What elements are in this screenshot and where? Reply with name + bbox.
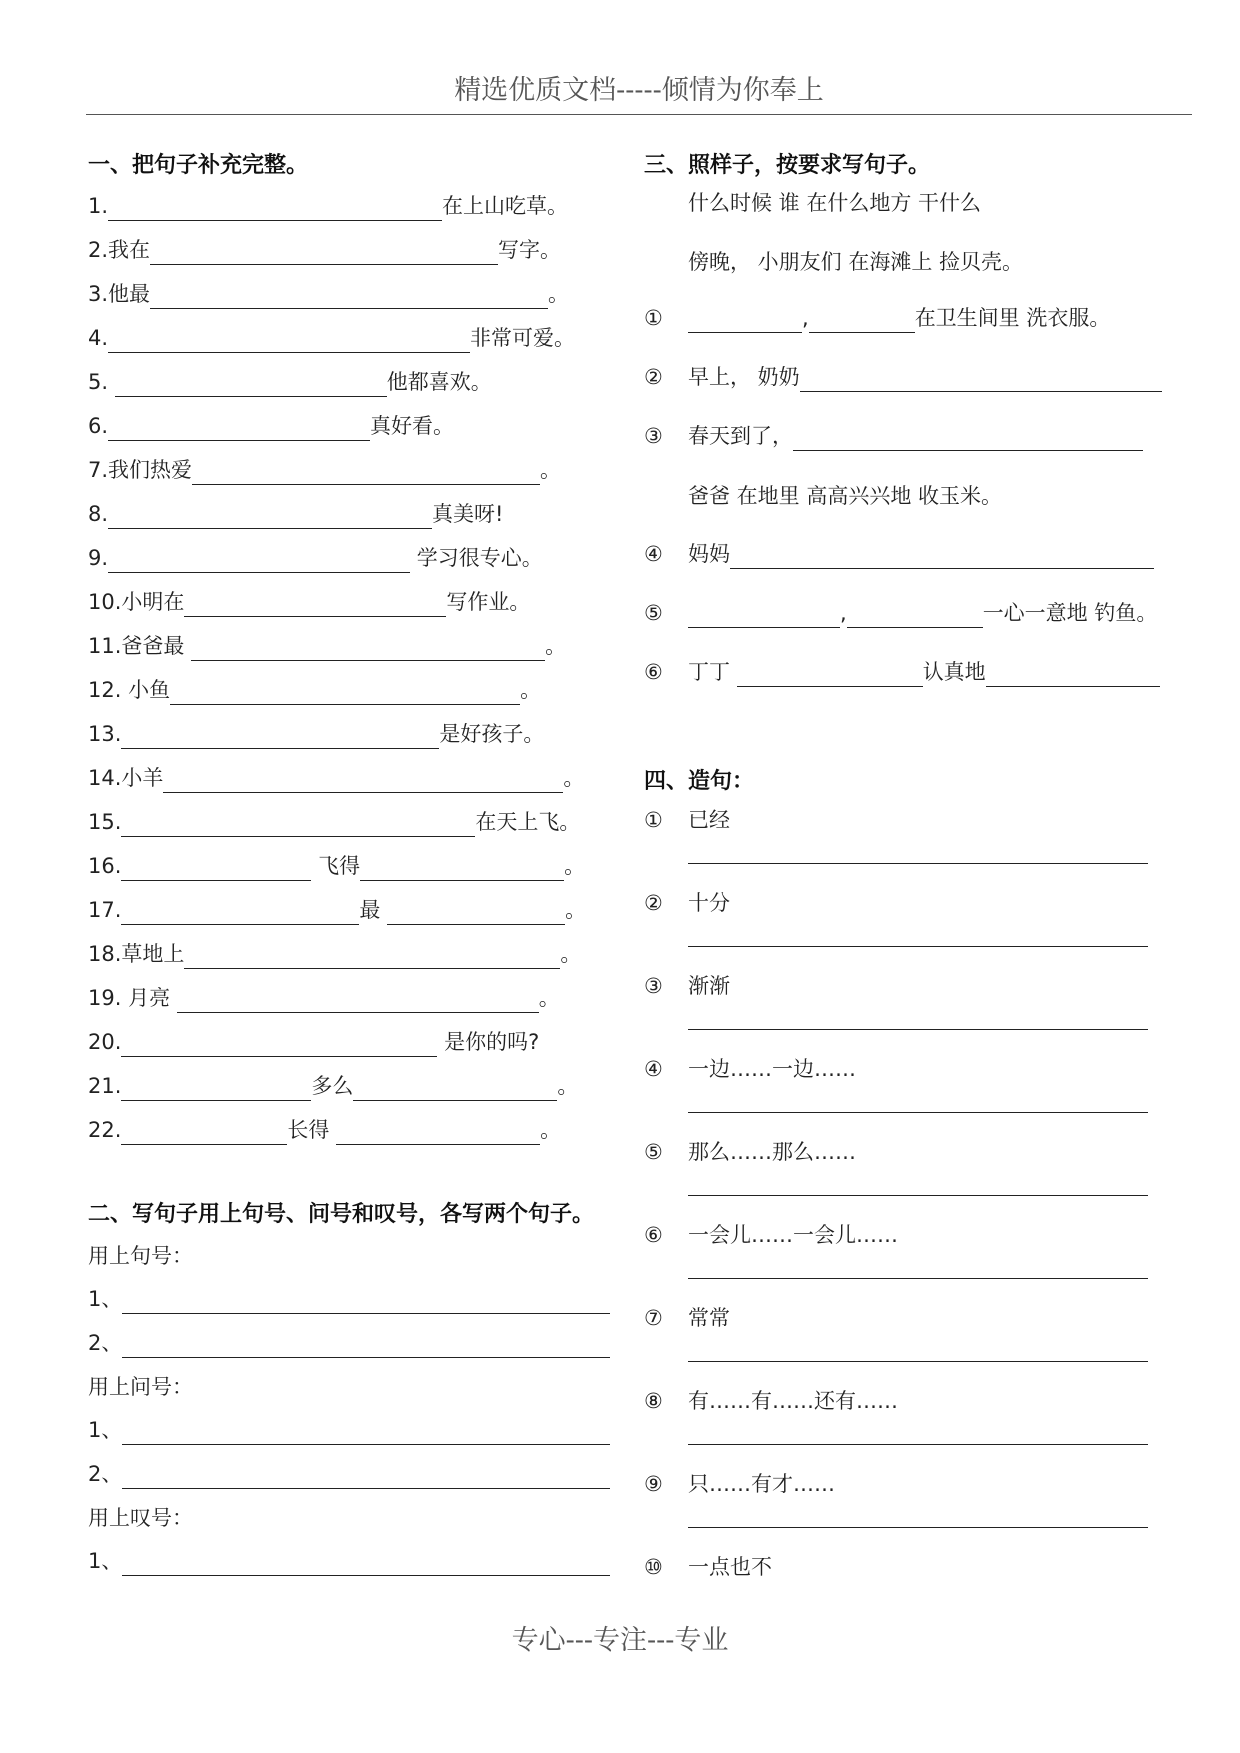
target-word: 十分 [688, 891, 730, 915]
answer-line[interactable] [688, 1360, 1148, 1362]
s2-line: 2、 [88, 1459, 610, 1489]
blank-field[interactable] [688, 308, 802, 333]
blank-field[interactable] [108, 328, 470, 353]
blank-field[interactable] [121, 812, 475, 837]
section3-heading: 三、照样子，按要求写句子。 [644, 153, 931, 178]
section2-heading: 二、写句子用上句号、问号和叹号，各写两个句子。 [88, 1202, 595, 1227]
blank-field[interactable] [122, 1420, 610, 1445]
example-header: 什么时候 谁 在什么地方 干什么 [688, 191, 982, 215]
example-sentence: 傍晚， 小朋友们 在海滩上 捡贝壳。 [688, 250, 1024, 274]
blank-field[interactable] [353, 1076, 557, 1101]
s2-line: 1、 [88, 1284, 610, 1314]
target-word: 一边……一边…… [688, 1057, 856, 1081]
answer-line[interactable] [688, 1526, 1148, 1528]
s1-item-14: 14.小羊 。 [88, 763, 584, 793]
s1-item-10: 10.小明在 写作业。 [88, 587, 530, 617]
s1-item-22: 22. 长得 。 [88, 1115, 561, 1145]
s1-item-16: 16. 飞得 。 [88, 851, 585, 881]
s3-item-6: ⑥ 丁丁 认真地 [644, 657, 1160, 687]
blank-field[interactable] [730, 544, 1154, 569]
s1-item-6: 6. 真好看。 [88, 411, 454, 441]
blank-field[interactable] [847, 603, 983, 628]
item-number: ⑤ [644, 1140, 663, 1164]
item-number: ⑨ [644, 1472, 663, 1496]
blank-field[interactable] [122, 1464, 610, 1489]
answer-line[interactable] [688, 1277, 1148, 1279]
s4-item [644, 1469, 835, 1499]
blank-field[interactable] [150, 240, 498, 265]
blank-field[interactable] [122, 1289, 610, 1314]
blank-field[interactable] [737, 662, 923, 687]
s1-item-12: 12. 小鱼 。 [88, 675, 541, 705]
s2-line: 1、 [88, 1546, 610, 1576]
s3-item-5: ⑤ , 一心一意地 钓鱼。 [644, 598, 1157, 628]
blank-field[interactable] [108, 416, 370, 441]
s2-line: 1、 [88, 1415, 610, 1445]
sub-label-question: 用上问号： [88, 1375, 193, 1399]
blank-field[interactable] [121, 1120, 287, 1145]
target-word: 一会儿……一会儿…… [688, 1223, 898, 1247]
target-word: 只……有才…… [688, 1472, 835, 1496]
sub-label-period: 用上句号： [88, 1244, 193, 1268]
s1-item-17: 17. 最 。 [88, 895, 586, 925]
s4-item [644, 971, 730, 1001]
blank-field[interactable] [192, 460, 540, 485]
target-word: 一点也不 [688, 1555, 772, 1579]
blank-field[interactable] [387, 900, 565, 925]
target-word: 有……有……还有…… [688, 1389, 898, 1413]
item-number: ⑦ [644, 1306, 663, 1330]
s4-item [644, 1137, 856, 1167]
s4-item [644, 1220, 898, 1250]
s1-item-8: 8. 真美呀! [88, 499, 503, 529]
blank-field[interactable] [122, 1333, 610, 1358]
blank-field[interactable] [121, 856, 311, 881]
answer-line[interactable] [688, 945, 1148, 947]
blank-field[interactable] [360, 856, 564, 881]
answer-line[interactable] [688, 1194, 1148, 1196]
s3-item-3: ③ 春天到了， [644, 421, 1143, 451]
s4-item [644, 1386, 898, 1416]
blank-field[interactable] [793, 426, 1143, 451]
s4-item [644, 888, 730, 918]
section4-heading: 四、造句： [644, 769, 755, 794]
s1-item-1: 1. 在上山吃草。 [88, 191, 568, 221]
s1-item-2: 2.我在 写字。 [88, 235, 561, 265]
blank-field[interactable] [121, 724, 439, 749]
sub-label-exclamation: 用上叹号： [88, 1506, 193, 1530]
target-word: 已经 [688, 808, 730, 832]
blank-field[interactable] [177, 988, 539, 1013]
item-number: ② [644, 891, 663, 915]
blank-field[interactable] [986, 662, 1160, 687]
s1-item-5: 5. 他都喜欢。 [88, 367, 492, 397]
blank-field[interactable] [184, 944, 560, 969]
s1-item-3: 3.他最 。 [88, 279, 569, 309]
item-number: ⑧ [644, 1389, 663, 1413]
s3-item-1: ① , 在卫生间里 洗衣服。 [644, 303, 1110, 333]
s1-item-18: 18.草地上 。 [88, 939, 581, 969]
s2-line: 2、 [88, 1328, 610, 1358]
blank-field[interactable] [121, 1032, 437, 1057]
s1-item-9: 9. 学习很专心。 [88, 543, 543, 573]
blank-field[interactable] [108, 504, 432, 529]
s1-item-7: 7.我们热爱 。 [88, 455, 561, 485]
blank-field[interactable] [800, 367, 1162, 392]
s1-item-20: 20. 是你的吗? [88, 1027, 539, 1057]
answer-line[interactable] [688, 1028, 1148, 1030]
section1-heading: 一、把句子补充完整。 [88, 153, 309, 178]
blank-field[interactable] [191, 636, 545, 661]
s1-item-21: 21. 多么 。 [88, 1071, 578, 1101]
blank-field[interactable] [170, 680, 520, 705]
blank-field[interactable] [108, 548, 410, 573]
s1-item-19: 19. 月亮 。 [88, 983, 560, 1013]
blank-field[interactable] [163, 768, 563, 793]
blank-field[interactable] [108, 196, 442, 221]
s4-item [644, 1054, 856, 1084]
target-word: 常常 [688, 1306, 730, 1330]
item-number: ① [644, 808, 663, 832]
s4-item [644, 1303, 730, 1333]
s1-item-15: 15. 在天上飞。 [88, 807, 580, 837]
blank-field[interactable] [150, 284, 548, 309]
page-header: 精选优质文档-----倾情为你奉上 [86, 68, 1192, 115]
blank-field[interactable] [122, 1551, 610, 1576]
item-number: ③ [644, 974, 663, 998]
s1-item-13: 13. 是好孩子。 [88, 719, 544, 749]
s1-item-4: 4. 非常可爱。 [88, 323, 575, 353]
blank-field[interactable] [121, 1076, 311, 1101]
blank-field[interactable] [115, 372, 387, 397]
page-footer: 专心---专注---专业 [511, 1625, 729, 1656]
s1-item-11: 11.爸爸最 。 [88, 631, 566, 661]
blank-field[interactable] [336, 1120, 540, 1145]
answer-line[interactable] [688, 1111, 1148, 1113]
blank-field[interactable] [809, 308, 915, 333]
target-word: 渐渐 [688, 974, 730, 998]
item-number: ⑩ [644, 1555, 663, 1579]
item-number: ⑥ [644, 1223, 663, 1247]
s4-item [644, 805, 730, 835]
item-number: ④ [644, 1057, 663, 1081]
answer-line[interactable] [688, 1443, 1148, 1445]
s3-item-4: ④ 妈妈 [644, 539, 1154, 569]
s3-item-2: ② 早上， 奶奶 [644, 362, 1162, 392]
s4-item [644, 1552, 772, 1582]
blank-field[interactable] [184, 592, 446, 617]
target-word: 那么……那么…… [688, 1140, 856, 1164]
blank-field[interactable] [688, 603, 840, 628]
answer-line[interactable] [688, 862, 1148, 864]
example-sentence-2: 爸爸 在地里 高高兴兴地 收玉米。 [688, 484, 1003, 508]
blank-field[interactable] [121, 900, 359, 925]
